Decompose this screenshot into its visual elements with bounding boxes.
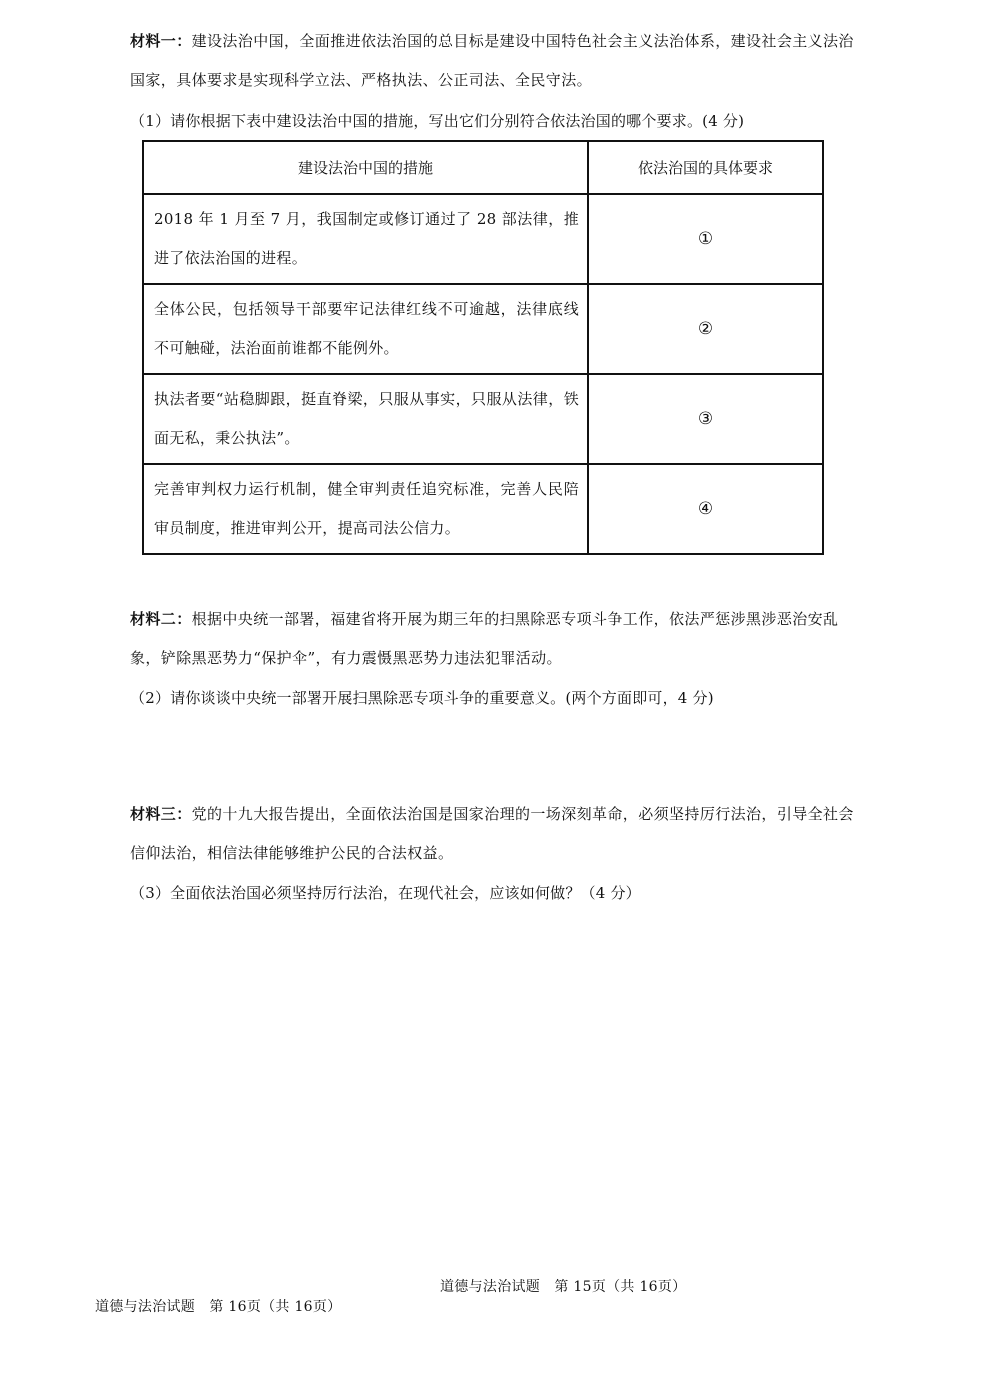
requirement-cell: ② (588, 284, 823, 374)
table-row (143, 464, 823, 554)
question-1: （1）请你根据下表中建设法治中国的措施，写出它们分别符合依法治国的哪个要求。(4 分) (130, 112, 745, 130)
table-row (143, 374, 823, 464)
table-header-row (143, 141, 823, 194)
material-2 (130, 600, 865, 678)
material-3-text: 党的十九大报告提出，全面依法治国是国家治理的一场深刻革命，必须坚持厉行法治，引导全社会信仰法治，相信法律能够维护公民的合法权益。 (130, 805, 854, 862)
requirement-cell: ③ (588, 374, 823, 464)
measure-cell: 执法者要“站稳脚跟，挺直脊梁，只服从事实，只服从法律，铁面无私，秉公执法”。 (143, 374, 588, 464)
table-row (143, 194, 823, 284)
material-2-text: 根据中央统一部署，福建省将开展为期三年的扫黑除恶专项斗争工作，依法严惩涉黑涉恶治安乱象，铲除黑恶势力“保护伞”，有力震慑黑恶势力违法犯罪活动。 (130, 610, 839, 667)
table-row (143, 284, 823, 374)
material-3 (130, 795, 865, 873)
measure-cell: 2018 年 1 月至 7 月，我国制定或修订通过了 28 部法律，推进了依法治国的进程。 (143, 194, 588, 284)
header-requirement: 依法治国的具体要求 (588, 141, 823, 194)
measures-table (142, 140, 824, 555)
question-3: （3）全面依法治国必须坚持厉行法治，在现代社会，应该如何做？（4 分） (130, 884, 641, 902)
requirement-cell: ④ (588, 464, 823, 554)
header-measure: 建设法治中国的措施 (143, 141, 588, 194)
question-2: （2）请你谈谈中央统一部署开展扫黑除恶专项斗争的重要意义。(两个方面即可，4 分) (130, 689, 714, 707)
material-1-text: 建设法治中国，全面推进依法治国的总目标是建设中国特色社会主义法治体系，建设社会主义法治国家，具体要求是实现科学立法、严格执法、公正司法、全民守法。 (130, 32, 854, 89)
material-2-label: 材料二： (130, 610, 192, 628)
measure-cell: 完善审判权力运行机制，健全审判责任追究标准，完善人民陪审员制度，推进审判公开，提高司法公信力。 (143, 464, 588, 554)
material-1-label: 材料一： (130, 32, 192, 50)
material-1 (130, 22, 865, 100)
measure-cell: 全体公民，包括领导干部要牢记法律红线不可逾越，法律底线不可触碰，法治面前谁都不能例外。 (143, 284, 588, 374)
footer-page-15: 道德与法治试题 第 15页（共 16页） (440, 1279, 687, 1295)
footer-page-16: 道德与法治试题 第 16页（共 16页） (95, 1299, 342, 1315)
material-3-label: 材料三： (130, 805, 192, 823)
requirement-cell: ① (588, 194, 823, 284)
